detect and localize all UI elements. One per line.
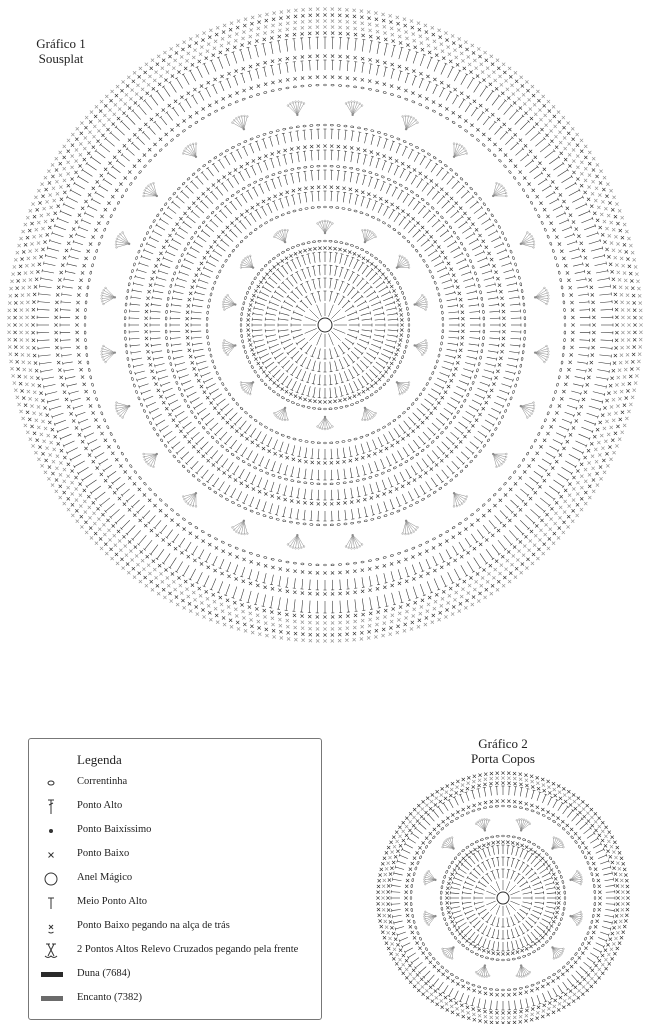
color-swatch-duna (39, 967, 63, 983)
chart1-title (26, 36, 96, 66)
chart2-title-line1: Gráfico 2 (478, 736, 528, 751)
legend-label: Meio Ponto Alto (77, 896, 148, 907)
single-crochet-icon (39, 847, 63, 863)
legend-item-chain (29, 775, 319, 791)
chart2-title (460, 736, 546, 766)
back-loop-single-crochet-icon (39, 919, 63, 935)
legend-box (28, 738, 322, 1020)
legend-label: Ponto Alto (77, 800, 123, 811)
slip-stitch-icon (39, 823, 63, 839)
legend-label: 2 Pontos Altos Relevo Cruzados pegando pela frente (77, 944, 299, 955)
legend-item-magic-ring (29, 871, 319, 887)
double-crochet-icon (39, 799, 63, 815)
legend-label: Ponto Baixo (77, 848, 130, 859)
chart-sousplat (7, 7, 642, 642)
legend-item-back-loop-single-crochet (29, 919, 319, 935)
legend-label: Duna (7684) (77, 968, 131, 979)
chart2-title-line2: Porta Copos (471, 751, 535, 766)
legend-label: Ponto Baixíssimo (77, 824, 152, 835)
legend-item-encanto (29, 991, 319, 1007)
chart-porta-copos (376, 771, 629, 1024)
legend-item-single-crochet (29, 847, 319, 863)
chart1-title-line2: Sousplat (38, 51, 84, 66)
legend-title: Legenda (77, 752, 122, 767)
legend-label: Correntinha (77, 776, 128, 787)
legend-item-slip-stitch (29, 823, 319, 839)
legend-item-double-crochet (29, 799, 319, 815)
magic-ring-icon (39, 871, 63, 887)
color-swatch-encanto (39, 991, 63, 1007)
legend-label: Ponto Baixo pegando na alça de trás (77, 920, 230, 931)
legend-label: Encanto (7382) (77, 992, 143, 1003)
legend-item-duna (29, 967, 319, 983)
chart1-title-line1: Gráfico 1 (36, 36, 86, 51)
half-double-crochet-icon (39, 895, 63, 911)
legend-item-crossed-front-post (29, 943, 319, 959)
legend-item-half-double-crochet (29, 895, 319, 911)
legend-label: Anel Mágico (77, 872, 133, 883)
chain-icon (39, 775, 63, 791)
crossed-front-post-icon (39, 943, 63, 959)
